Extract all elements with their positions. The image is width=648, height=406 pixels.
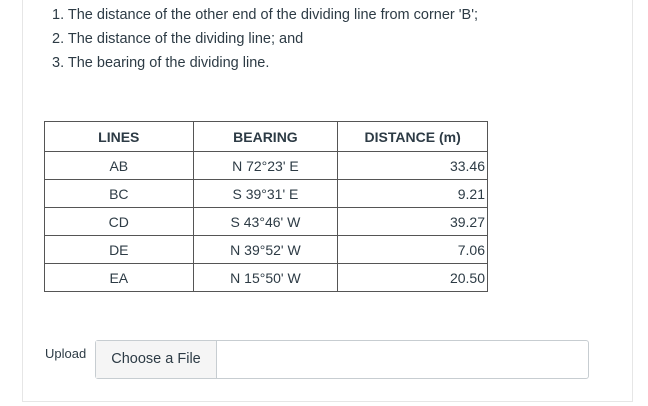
table-header-row [45, 122, 488, 152]
traverse-table [44, 121, 488, 292]
file-upload-field[interactable] [95, 340, 589, 379]
cell-bearing: S 39°31' E [193, 180, 338, 208]
cell-distance: 39.27 [338, 208, 488, 236]
cell-distance: 20.50 [338, 264, 488, 292]
cell-bearing: N 15°50' W [193, 264, 338, 292]
header-distance: DISTANCE (m) [338, 122, 488, 152]
question-item-2: 2. The distance of the dividing line; and [52, 31, 304, 47]
cell-line: BC [45, 180, 194, 208]
cell-distance: 7.06 [338, 236, 488, 264]
cell-bearing: N 39°52' W [193, 236, 338, 264]
cell-line: AB [45, 152, 194, 180]
question-list [52, 0, 478, 75]
table-row [45, 208, 488, 236]
cell-bearing: N 72°23' E [193, 152, 338, 180]
table-row [45, 236, 488, 264]
table-row [45, 180, 488, 208]
question-item-1: 1. The distance of the other end of the dividing line from corner 'B'; [52, 7, 479, 23]
choose-file-button[interactable]: Choose a File [96, 341, 217, 378]
table-row [45, 264, 488, 292]
cell-bearing: S 43°46' W [193, 208, 338, 236]
header-bearing: BEARING [193, 122, 338, 152]
cell-line: EA [45, 264, 194, 292]
cell-line: CD [45, 208, 194, 236]
upload-label: Upload [45, 346, 87, 361]
cell-distance: 33.46 [338, 152, 488, 180]
cell-distance: 9.21 [338, 180, 488, 208]
table-row [45, 152, 488, 180]
cell-line: DE [45, 236, 194, 264]
question-item-3: 3. The bearing of the dividing line. [52, 55, 270, 71]
header-lines: LINES [45, 122, 194, 152]
